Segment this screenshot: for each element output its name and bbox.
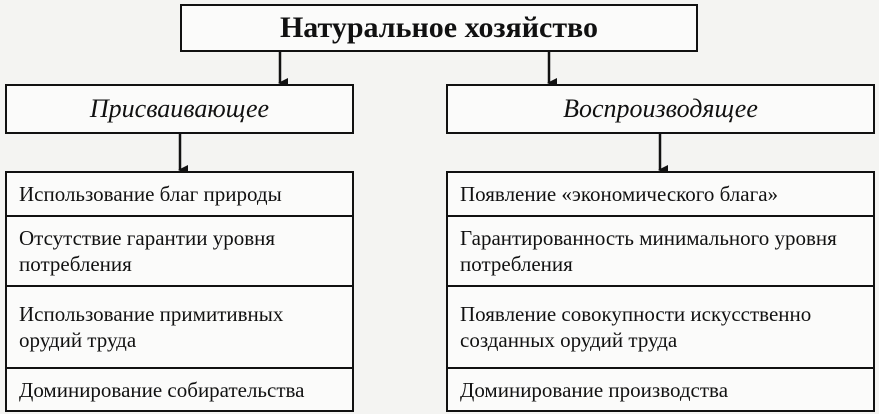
diagram-title-text: Натуральное хозяйство (279, 11, 599, 44)
list-item: Появление совокупности искусственно созданных орудий труда (448, 285, 873, 367)
list-item: Использование примитивных орудий труда (7, 285, 352, 367)
list-item: Использование благ природы (19, 182, 282, 206)
diagram-title (180, 4, 698, 52)
list-item: Гарантированность минимального уровня потребления (448, 215, 873, 285)
list-item: Доминирование производства (448, 367, 873, 410)
heading-reproducing (446, 84, 875, 134)
list-item: Доминирование собирательства (7, 367, 352, 410)
heading-reproducing-text: Воспроизводящее (563, 94, 758, 123)
list-appropriating (5, 171, 354, 412)
heading-appropriating-text: Присваивающее (89, 94, 270, 123)
list-item: Появление «экономического блага» (460, 182, 779, 206)
heading-appropriating (5, 84, 354, 134)
list-reproducing (446, 171, 875, 412)
list-item: Отсутствие гарантии уровня потребления (7, 215, 352, 285)
